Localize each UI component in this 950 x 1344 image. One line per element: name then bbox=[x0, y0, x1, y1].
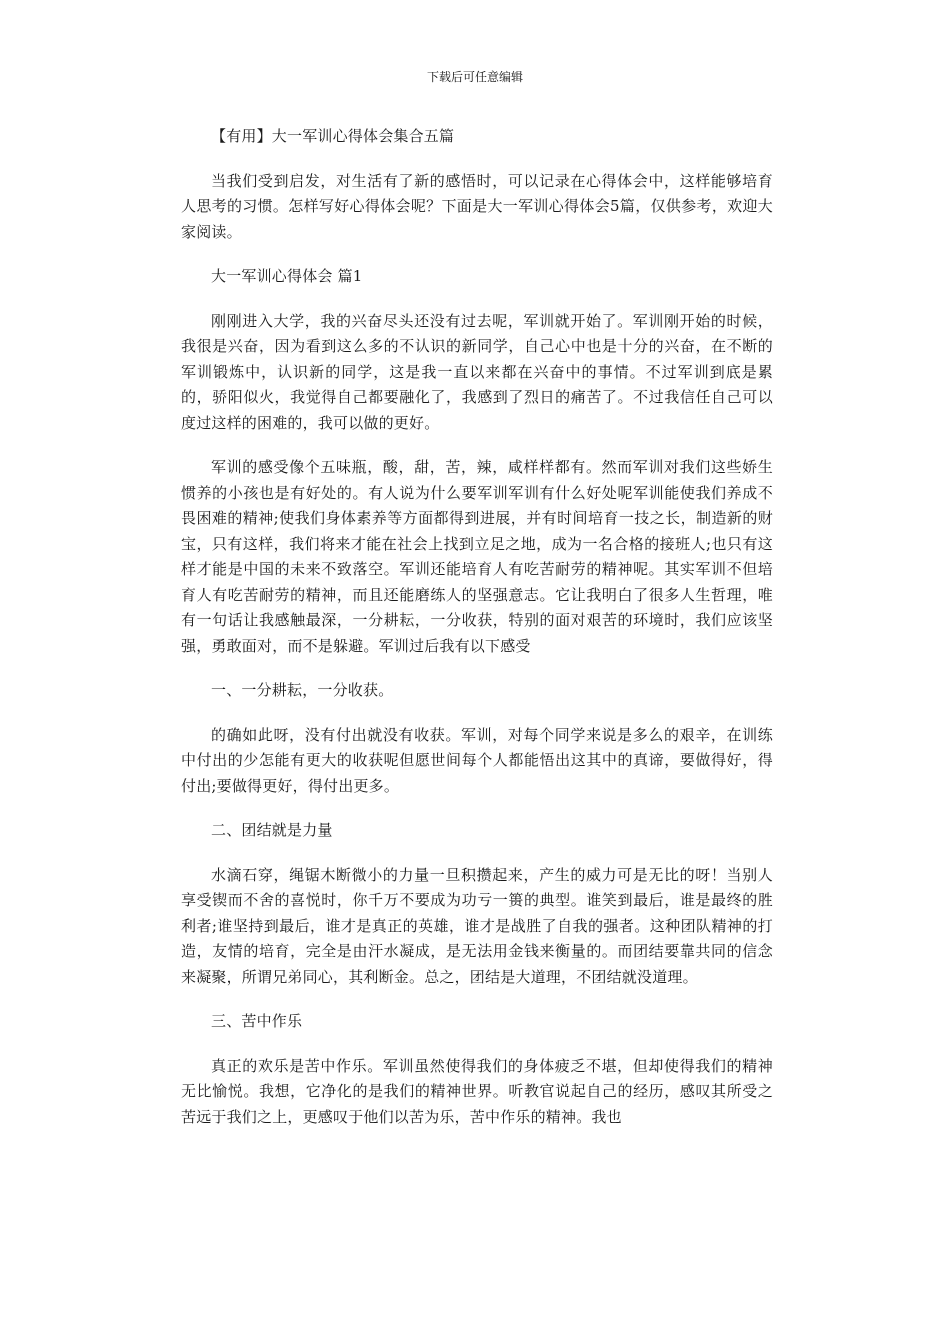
document-title: 【有用】大一军训心得体会集合五篇 bbox=[211, 127, 455, 145]
body-paragraph: 的确如此呀，没有付出就没有收获。军训，对每个同学来说是多么的艰辛，在训练中付出的少怎能有更大的收获呢但愿世间每个人都能悟出这其中的真谛，要做得好，得付出;要做得更好，得付出更多。 bbox=[181, 725, 773, 795]
subsection-heading: 二、团结就是力量 bbox=[211, 821, 333, 839]
subsection-heading: 一、一分耕耘，一分收获。 bbox=[211, 681, 394, 699]
intro-paragraph: 当我们受到启发，对生活有了新的感悟时，可以记录在心得体会中，这样能够培育人思考的习惯。怎样写好心得体会呢？下面是大一军训心得体会5篇，仅供参考，欢迎大家阅读。 bbox=[181, 171, 773, 241]
section-heading: 大一军训心得体会 篇1 bbox=[211, 267, 363, 285]
body-paragraph: 真正的欢乐是苦中作乐。军训虽然使得我们的身体疲乏不堪，但却使得我们的精神无比愉悦。我想，它净化的是我们的精神世界。听教官说起自己的经历，感叹其所受之苦远于我们之上，更感叹于他们以苦为乐，苦中作乐的精神。我也 bbox=[181, 1056, 773, 1126]
document-body bbox=[181, 124, 773, 1130]
subsection-heading: 三、苦中作乐 bbox=[211, 1012, 303, 1030]
body-paragraph: 刚刚进入大学，我的兴奋尽头还没有过去呢，军训就开始了。军训刚开始的时候，我很是兴奋，因为看到这么多的不认识的新同学，自己心中也是十分的兴奋，在不断的军训锻炼中，认识新的同学，这是我一直以来都在兴奋中的事情。不过军训到底是累的，骄阳似火，我觉得自己都要融化了，我感到了烈日的痛苦了。不过我信任自己可以度过这样的困难的，我可以做的更好。 bbox=[181, 311, 773, 432]
body-paragraph: 水滴石穿，绳锯木断微小的力量一旦积攒起来，产生的威力可是无比的呀！当别人享受锲而不舍的喜悦时，你千万不要成为功亏一篑的典型。谁笑到最后，谁是最终的胜利者;谁坚持到最后，谁才是真正的英雄，谁才是战胜了自我的强者。这种团队精神的打造，友情的培育，完全是由汗水凝成，是无法用金钱来衡量的。而团结要靠共同的信念来凝聚，所谓兄弟同心，其利断金。总之，团结是大道理，不团结就没道理。 bbox=[181, 865, 773, 986]
body-paragraph: 军训的感受像个五味瓶，酸，甜，苦，辣，咸样样都有。然而军训对我们这些娇生惯养的小孩也是有好处的。有人说为什么要军训军训有什么好处呢军训能使我们养成不畏困难的精神;使我们身体素养等方面都得到进展，并有时间培育一技之长，制造新的财宝，只有这样，我们将来才能在社会上找到立足之地，成为一名合格的接班人;也只有这样才能是中国的未来不致落空。军训还能培育人有吃苦耐劳的精神呢。其实军训不但培育人有吃苦耐劳的精神，而且还能磨练人的坚强意志。它让我明白了很多人生哲理，唯有一句话让我感触最深，一分耕耘，一分收获，特别的面对艰苦的环境时，我们应该坚强，勇敢面对，而不是躲避。军训过后我有以下感受 bbox=[181, 458, 773, 655]
header-note: 下载后可任意编辑 bbox=[426, 70, 523, 84]
